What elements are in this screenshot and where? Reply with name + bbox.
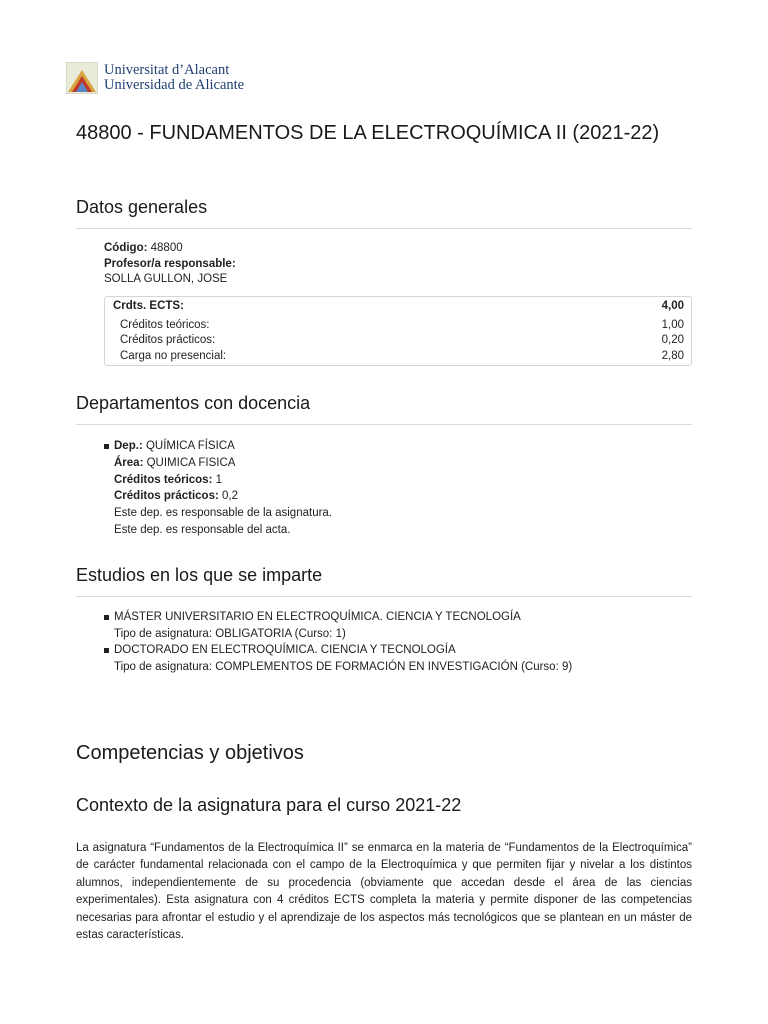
codigo-value: 48800: [150, 242, 183, 254]
divider: [76, 228, 692, 229]
list-item: [104, 642, 572, 675]
teoricos-value: 1: [215, 473, 223, 486]
practicos-label: Créditos prácticos:: [114, 490, 219, 503]
divider: [76, 596, 692, 597]
ects-header-label: Crdts. ECTS:: [113, 300, 184, 312]
ects-row-value: 1,00: [661, 319, 684, 331]
page-title: 48800 - FUNDAMENTOS DE LA ELECTROQUÍMICA II (2021-22): [76, 122, 660, 144]
profesor-value: SOLLA GULLON, JOSE: [104, 273, 228, 285]
area-value: QUIMICA FISICA: [146, 456, 236, 469]
ects-row-label: Carga no presencial:: [120, 350, 227, 362]
estudio-name: MÁSTER UNIVERSITARIO EN ELECTROQUÍMICA. CIENCIA Y TECNOLOGÍA: [114, 611, 521, 623]
dep-label: Dep.:: [114, 440, 143, 452]
departamentos-heading: Departamentos con docencia: [76, 393, 311, 413]
dep-note: Este dep. es responsable del acta.: [114, 523, 291, 536]
contexto-paragraph: La asignatura “Fundamentos de la Electroquímica II” se enmarca en la materia de “Fundamentos de la Electroquímica” de carácter fundamental relacionada con el campo de la Electroquímica y que permiten fijar y nivelar a los distintos alumnos, independientemente de su procedencia (obviamente que accedan desde el área de las ciencias experimentales). Esta asignatura con 4 créditos ECTS completa la materia y permite disponer de las competencias necesarias para afrontar el estudio y el aprendizaje de los aspectos más tecnológicos que se plantean en un máster de estas características.: [76, 842, 692, 942]
university-logo: [66, 62, 244, 94]
codigo-row: [104, 241, 236, 257]
logo-text: [104, 63, 244, 93]
list-item: [104, 438, 332, 539]
dep-note: Este dep. es responsable de la asignatura.: [114, 507, 333, 520]
dep-value: QUÍMICA FÍSICA: [145, 440, 235, 452]
departamentos-list: [104, 438, 332, 539]
general-info: [104, 241, 236, 288]
competencias-heading: Competencias y objetivos: [76, 742, 304, 764]
list-item: [104, 609, 572, 642]
ects-row-value: 2,80: [661, 350, 684, 362]
ects-row-label: Créditos prácticos:: [120, 334, 216, 346]
ects-table: [104, 296, 692, 366]
estudio-tipo: Tipo de asignatura: COMPLEMENTOS DE FORMACIÓN EN INVESTIGACIÓN (Curso: 9): [114, 660, 573, 673]
ects-header-value: 4,00: [661, 300, 684, 312]
estudios-list: [104, 609, 572, 675]
contexto-heading: Contexto de la asignatura para el curso 2021-22: [76, 795, 462, 815]
profesor-label: Profesor/a responsable:: [104, 257, 236, 270]
estudio-name: DOCTORADO EN ELECTROQUÍMICA. CIENCIA Y TECNOLOGÍA: [114, 644, 456, 656]
practicos-value: 0,2: [222, 490, 239, 503]
ects-row-value: 0,20: [661, 334, 684, 346]
teoricos-label: Créditos teóricos:: [114, 473, 213, 486]
area-label: Área:: [114, 456, 144, 469]
university-emblem-icon: [66, 62, 98, 94]
estudio-tipo: Tipo de asignatura: OBLIGATORIA (Curso: 1): [114, 627, 346, 640]
estudios-heading: Estudios en los que se imparte: [76, 565, 323, 585]
ects-row-label: Créditos teóricos:: [120, 319, 210, 331]
codigo-label: Código:: [104, 242, 148, 254]
logo-line-1: Universitat d’Alacant: [104, 62, 230, 78]
datos-generales-heading: Datos generales: [76, 197, 208, 217]
divider: [76, 424, 692, 425]
logo-line-2: Universidad de Alicante: [104, 77, 245, 93]
